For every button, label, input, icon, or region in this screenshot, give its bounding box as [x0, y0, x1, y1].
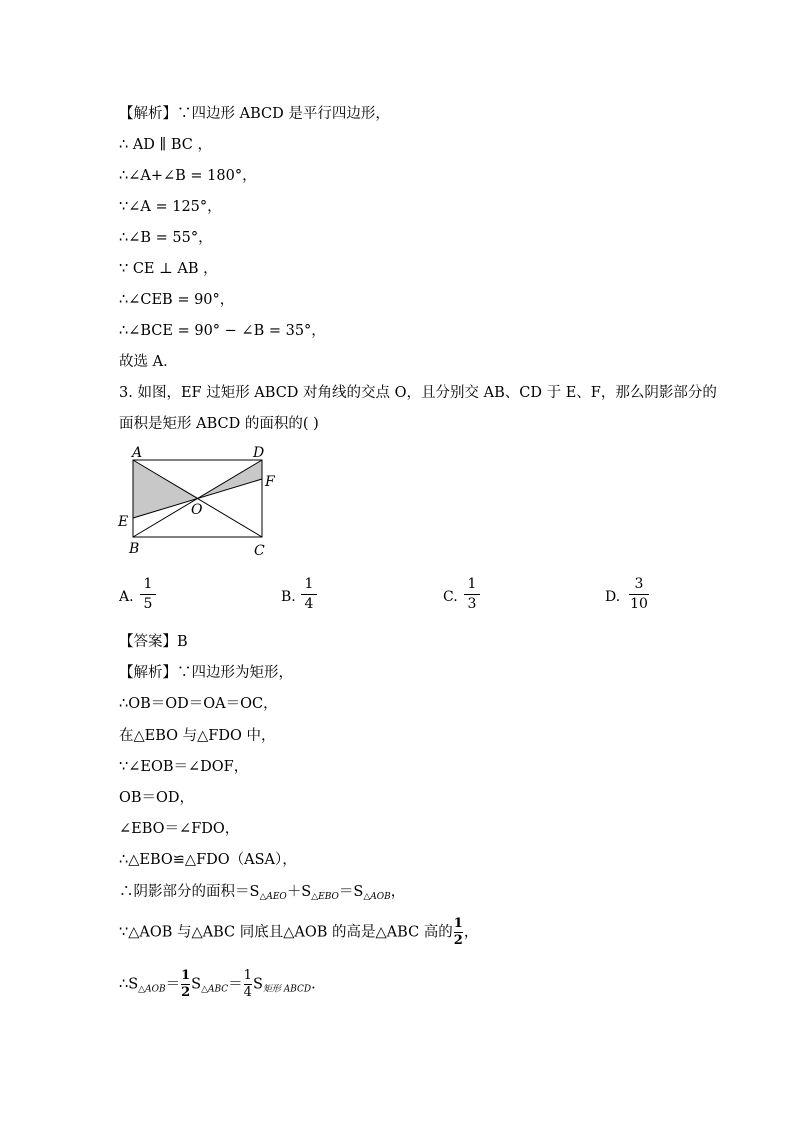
analysis-line-6: ∵ CE ⊥ AB ，: [119, 261, 218, 277]
answer-line: 【答案】B: [119, 634, 188, 650]
analysis-line-3: ∴∠A+∠B = 180°，: [119, 168, 257, 184]
s9-end: ，: [463, 924, 479, 941]
s8-mid2: ＝S: [338, 884, 364, 900]
option-d-numerator: 3: [634, 576, 644, 592]
s8-pre: ∴阴影部分的面积＝S: [119, 884, 260, 900]
solution-line-2: ∴OB＝OD＝OA＝OC，: [119, 696, 278, 712]
s10-eq2: ＝: [228, 976, 243, 993]
s9-den: 2: [453, 933, 463, 948]
option-a-fraction: [137, 576, 159, 613]
option-a-label: A.: [119, 589, 134, 605]
s8-sub1: △AEO: [259, 892, 287, 902]
analysis-conclusion: 故选 A．: [119, 354, 178, 370]
solution-line-10: [119, 969, 316, 1000]
s10-s2: S: [191, 976, 202, 993]
label-f: F: [265, 474, 275, 490]
s8-end: ，: [390, 884, 406, 900]
s9-fraction: [454, 917, 463, 948]
s8-sub2: △EBO: [311, 892, 339, 902]
s10-pre: ∴S: [119, 976, 139, 993]
solution-line-7: ∴△EBO≌△FDO（ASA），: [119, 852, 297, 868]
analysis-line-4: ∵∠A = 125°，: [119, 199, 222, 215]
s10-s3: S: [252, 976, 263, 993]
s9-pre: ∵△AOB 与△ABC 同底且△AOB 的高是△ABC 高的: [119, 924, 453, 941]
s10-den2: 4: [243, 985, 252, 1000]
solution-line-3: 在△EBO 与△FDO 中，: [119, 728, 276, 744]
question-3-text-2: 面积是矩形 ABCD 的面积的( ): [119, 416, 319, 432]
label-a: A: [132, 445, 143, 461]
option-c-numerator: 1: [467, 576, 477, 592]
s10-end: .: [311, 976, 316, 993]
analysis-line-8: ∴∠BCE = 90° − ∠B = 35°，: [119, 323, 326, 339]
option-b-label: B.: [281, 589, 296, 605]
solution-line-8: [119, 882, 405, 907]
option-a-denominator: 5: [143, 596, 153, 612]
label-e: E: [118, 514, 129, 530]
s10-num1: 1: [181, 968, 191, 983]
label-d: D: [253, 445, 265, 461]
option-d-fraction: [626, 576, 652, 613]
solution-line-5: OB＝OD，: [119, 790, 195, 806]
solution-line-6: ∠EBO＝∠FDO，: [119, 821, 240, 837]
s10-fraction-2: [244, 969, 252, 1000]
solution-line-1: 【解析】∵四边形为矩形，: [119, 665, 293, 681]
option-d-denominator: 10: [630, 596, 648, 612]
option-c-denominator: 3: [467, 596, 477, 612]
rectangle-figure: [112, 443, 282, 561]
s10-sub2: △ABC: [201, 984, 229, 995]
analysis-line-5: ∴∠B = 55°，: [119, 230, 213, 246]
s10-sub3: 矩形 ABCD: [262, 984, 312, 995]
option-b-denominator: 4: [304, 596, 314, 612]
analysis-line-2: ∴ AD ∥ BC ，: [119, 137, 212, 153]
label-o: O: [191, 502, 203, 518]
option-d-label: D.: [605, 589, 621, 605]
s8-sub3: △AOB: [363, 892, 391, 902]
option-b-numerator: 1: [304, 576, 314, 592]
analysis-line-7: ∴∠CEB = 90°，: [119, 292, 235, 308]
s9-num: 1: [453, 916, 463, 931]
s10-sub1: △AOB: [138, 984, 166, 995]
label-c: C: [254, 543, 265, 559]
solution-line-9: [119, 917, 478, 948]
s8-mid1: ＋S: [286, 884, 312, 900]
option-c-fraction: [461, 576, 483, 613]
option-c-label: C.: [443, 589, 458, 605]
s10-fraction-1: [181, 969, 190, 1000]
option-b-fraction: [298, 576, 320, 613]
s10-den1: 2: [181, 985, 191, 1000]
s10-eq1: ＝: [165, 976, 181, 993]
question-3-text-1: 3. 如图，EF 过矩形 ABCD 对角线的交点 O，且分别交 AB、CD 于 E、F，那么阴影部分的: [119, 385, 717, 401]
shaded-triangle-left: [133, 460, 199, 518]
analysis-line-1: 【解析】∵四边形 ABCD 是平行四边形，: [119, 106, 390, 122]
solution-line-4: ∵∠EOB＝∠DOF，: [119, 759, 249, 775]
label-b: B: [129, 541, 140, 557]
s10-num2: 1: [243, 968, 252, 983]
option-a-numerator: 1: [143, 576, 153, 592]
